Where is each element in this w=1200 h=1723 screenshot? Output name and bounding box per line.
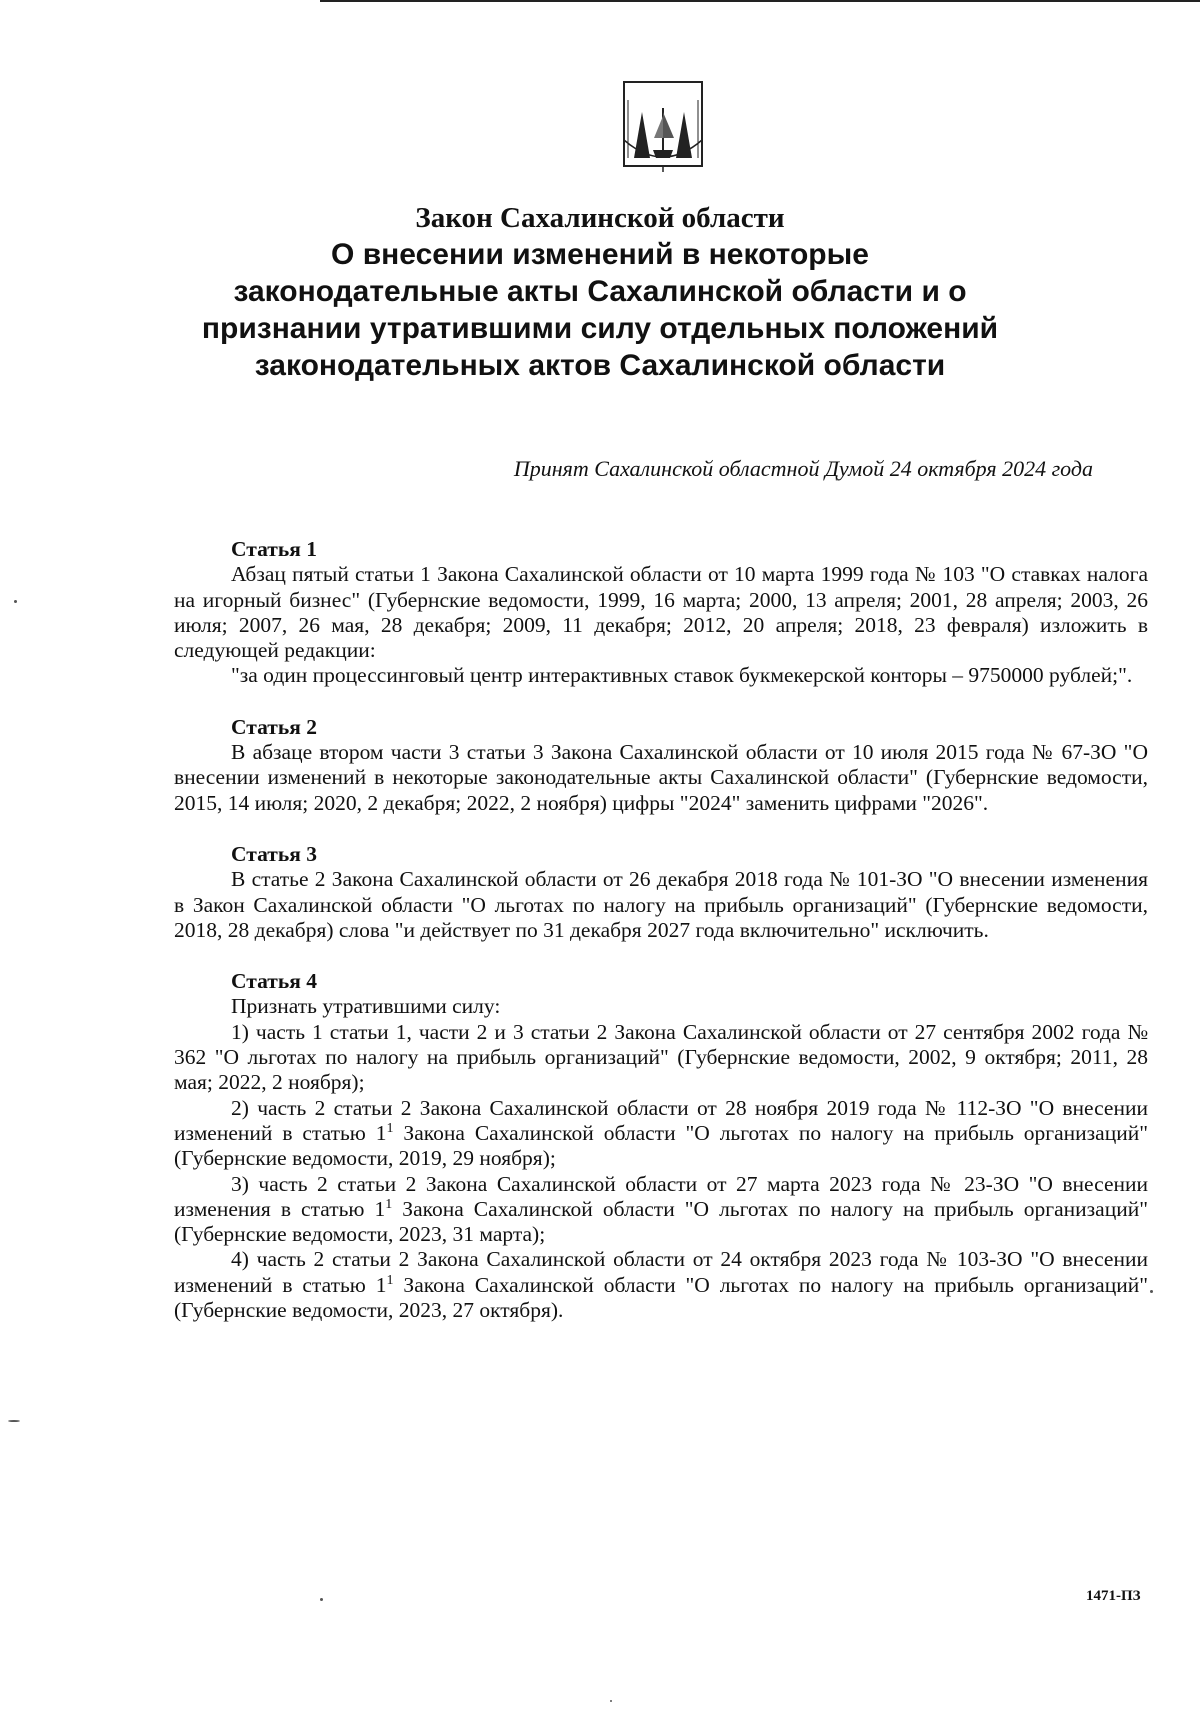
list-item: 4) часть 2 статьи 2 Закона Сахалинской области от 24 октября 2023 года № 103-ЗО "О внесении изменений в статью $1^1$ Закона Сахалинской области "О льготах по налогу на прибыль организаций" (Губернские ведомости, 2023, 27 октября). [174, 1247, 1148, 1323]
article-heading: Статья 2 [231, 714, 317, 739]
scan-speck [14, 600, 17, 603]
article-paragraph: "за один процессинговый центр интерактивных ставок букмекерской конторы – 9750000 рублей;". [231, 663, 1133, 688]
list-item: 1) часть 1 статьи 1, части 2 и 3 статьи 2 Закона Сахалинской области от 27 сентября 2002 года № 362 "О льготах по налогу на прибыль организаций" (Губернские ведомости, 2002, 9 октября; 2011, 28 мая; 2022, 2 ноября); [174, 1019, 1148, 1095]
article-paragraph: В статье 2 Закона Сахалинской области от 26 декабря 2018 года № 101-ЗО "О внесении изменения в Закон Сахалинской области "О льготах по налогу на прибыль организаций" (Губернские ведомости, 2018, 28 декабря) слова "и действует по 31 декабря 2027 года включительно" исключить. [174, 867, 1148, 942]
article-2 [174, 715, 1148, 816]
scan-speck [8, 1420, 20, 1422]
scan-speck [320, 1598, 323, 1601]
article-paragraph: В абзаце втором части 3 статьи 3 Закона Сахалинской области от 10 июля 2015 года № 67-ЗО "О внесении изменений в некоторые законодательные акты Сахалинской области" (Губернские ведомости, 2015, 14 июля; 2020, 2 декабря; 2022, 2 ноября) цифры "2024" заменить цифрами "2026". [174, 740, 1148, 815]
article-3 [174, 842, 1148, 943]
list-item: 3) часть 2 статьи 2 Закона Сахалинской области от 27 марта 2023 года № 23-ЗО "О внесении изменения в статью $1^1$ Закона Сахалинской области "О льготах по налогу на прибыль организаций" (Губернские ведомости, 2023, 31 марта); [174, 1171, 1148, 1247]
document-number: 1471-ПЗ [1086, 1588, 1141, 1604]
article-heading: Статья 1 [231, 537, 317, 561]
list-item: 2) часть 2 статьи 2 Закона Сахалинской области от 28 ноября 2019 года № 112-ЗО "О внесении изменений в статью $1^1$ Закона Сахалинской области "О льготах по налогу на прибыль организаций" (Губернские ведомости, 2019, 29 ноября); [174, 1095, 1148, 1171]
article-heading: Статья 3 [231, 841, 317, 866]
scan-speck [610, 1700, 612, 1702]
superscript: 1 [386, 1120, 394, 1136]
article-paragraph: Абзац пятый статьи 1 Закона Сахалинской области от 10 марта 1999 года № 103 "О ставках налога на игорный бизнес" (Губернские ведомости, 1999, 16 марта; 2000, 13 апреля; 2001, 28 апреля; 2003, 26 июля; 2007, 26 мая, 28 декабря; 2009, 11 декабря; 2012, 20 апреля; 2018, 23 февраля) изложить в следующей редакции: [174, 562, 1148, 663]
law-body [174, 537, 1148, 1349]
scan-top-edge [320, 0, 1200, 2]
superscript: 1 [386, 1272, 394, 1288]
adoption-note: Принят Сахалинской областной Думой 24 октября 2024 года [513, 456, 1093, 481]
article-4 [174, 969, 1148, 1323]
law-title: Закон Сахалинской области [415, 202, 785, 234]
sakhalin-coat-of-arms-icon [620, 78, 706, 174]
law-subject: О внесении изменений в некоторые законодательные акты Сахалинской области и о признании утратившими силу отдельных положений законодательных актов Сахалинской области [201, 238, 999, 382]
scan-speck [1150, 1290, 1153, 1293]
superscript: 1 [385, 1196, 393, 1212]
document-header [200, 200, 1000, 384]
article-paragraph: Признать утратившими силу: [231, 994, 501, 1019]
article-1 [174, 537, 1148, 689]
article-heading: Статья 4 [231, 969, 317, 994]
